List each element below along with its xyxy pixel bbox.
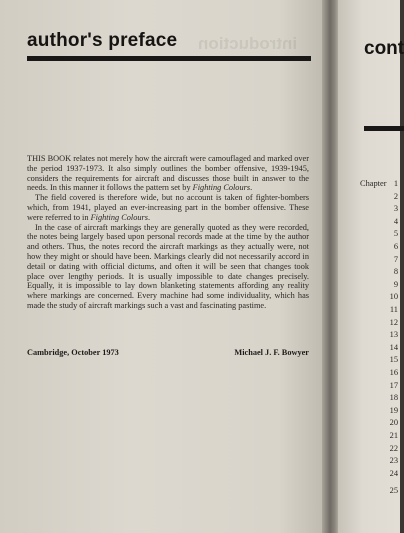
contents-title: cont	[364, 38, 404, 59]
chapter-number: 25	[389, 486, 398, 496]
paragraph: THIS BOOK relates not merely how the aircraft were camouflaged and marked over the period 1937-1973. It also simply outlines the bomber offensive, 1939-1945, considers the requirements for aircraft and discusses those built in answer to the needs. In this manner it follows the pattern set by Fighting Colours.	[27, 154, 309, 193]
chapter-number: 14	[389, 342, 398, 352]
chapter-number: 20	[389, 418, 398, 428]
chapter-number: 17	[389, 380, 398, 390]
right-page	[338, 0, 404, 533]
chapter-number: 6	[393, 242, 398, 251]
chapter-number: 18	[389, 393, 398, 403]
place-date: Cambridge, October 1973	[27, 348, 119, 357]
chapter-number: 10	[389, 292, 398, 302]
chapter-number: 5	[393, 229, 398, 239]
chapter-number: 7	[393, 254, 398, 264]
paragraph: The field covered is therefore wide, but no account is taken of fighter-bombers which, from 1941, played an ever-increasing part in the bomber offensive. These were referred to in Fighting Colours.	[27, 193, 309, 222]
chapter-number: 16	[389, 368, 398, 377]
chapter-number: 12	[389, 317, 398, 327]
show-through-text: introduction	[198, 34, 298, 53]
chapter-number: 22	[389, 443, 398, 453]
preface-body	[27, 154, 309, 311]
chapter-number: 21	[389, 431, 398, 440]
chapter-number: 15	[389, 355, 398, 365]
chapter-label: Chapter	[360, 179, 387, 188]
chapter-number: 2	[393, 191, 398, 201]
author-name: Michael J. F. Bowyer	[234, 348, 309, 357]
chapter-number: 4	[393, 216, 398, 226]
heading-rule	[27, 56, 311, 61]
paragraph: In the case of aircraft markings they are generally quoted as they were recorded, the notes being largely based upon personal records made at the time by the author and others. Thus, the notes record the aircraft markings as they actually were, not how they might or should have been. Markings clearly did not necessarily accord in detail or dating with official dictums, and often it will be seen that changes took place over lengthy periods. It is usually impossible to date changes precisely. Equally, it is impossible to lay down blanketing statements affording any reality where markings are concerned. Every machine had some individuality, which has made the study of aircraft markings such a vast and fascinating pastime.	[27, 222, 309, 310]
chapter-number: 8	[393, 267, 398, 277]
chapter-number: 24	[389, 468, 398, 478]
chapter-number: 1	[393, 179, 398, 188]
chapter-number: 13	[389, 330, 398, 340]
chapter-number: 19	[389, 405, 398, 415]
chapter-number: 23	[389, 456, 398, 466]
chapter-number: 9	[393, 279, 398, 289]
page-heading: author's preface	[27, 30, 178, 51]
contents-rule	[364, 126, 404, 131]
chapter-number: 11	[389, 305, 398, 314]
chapter-number: 3	[393, 204, 398, 214]
